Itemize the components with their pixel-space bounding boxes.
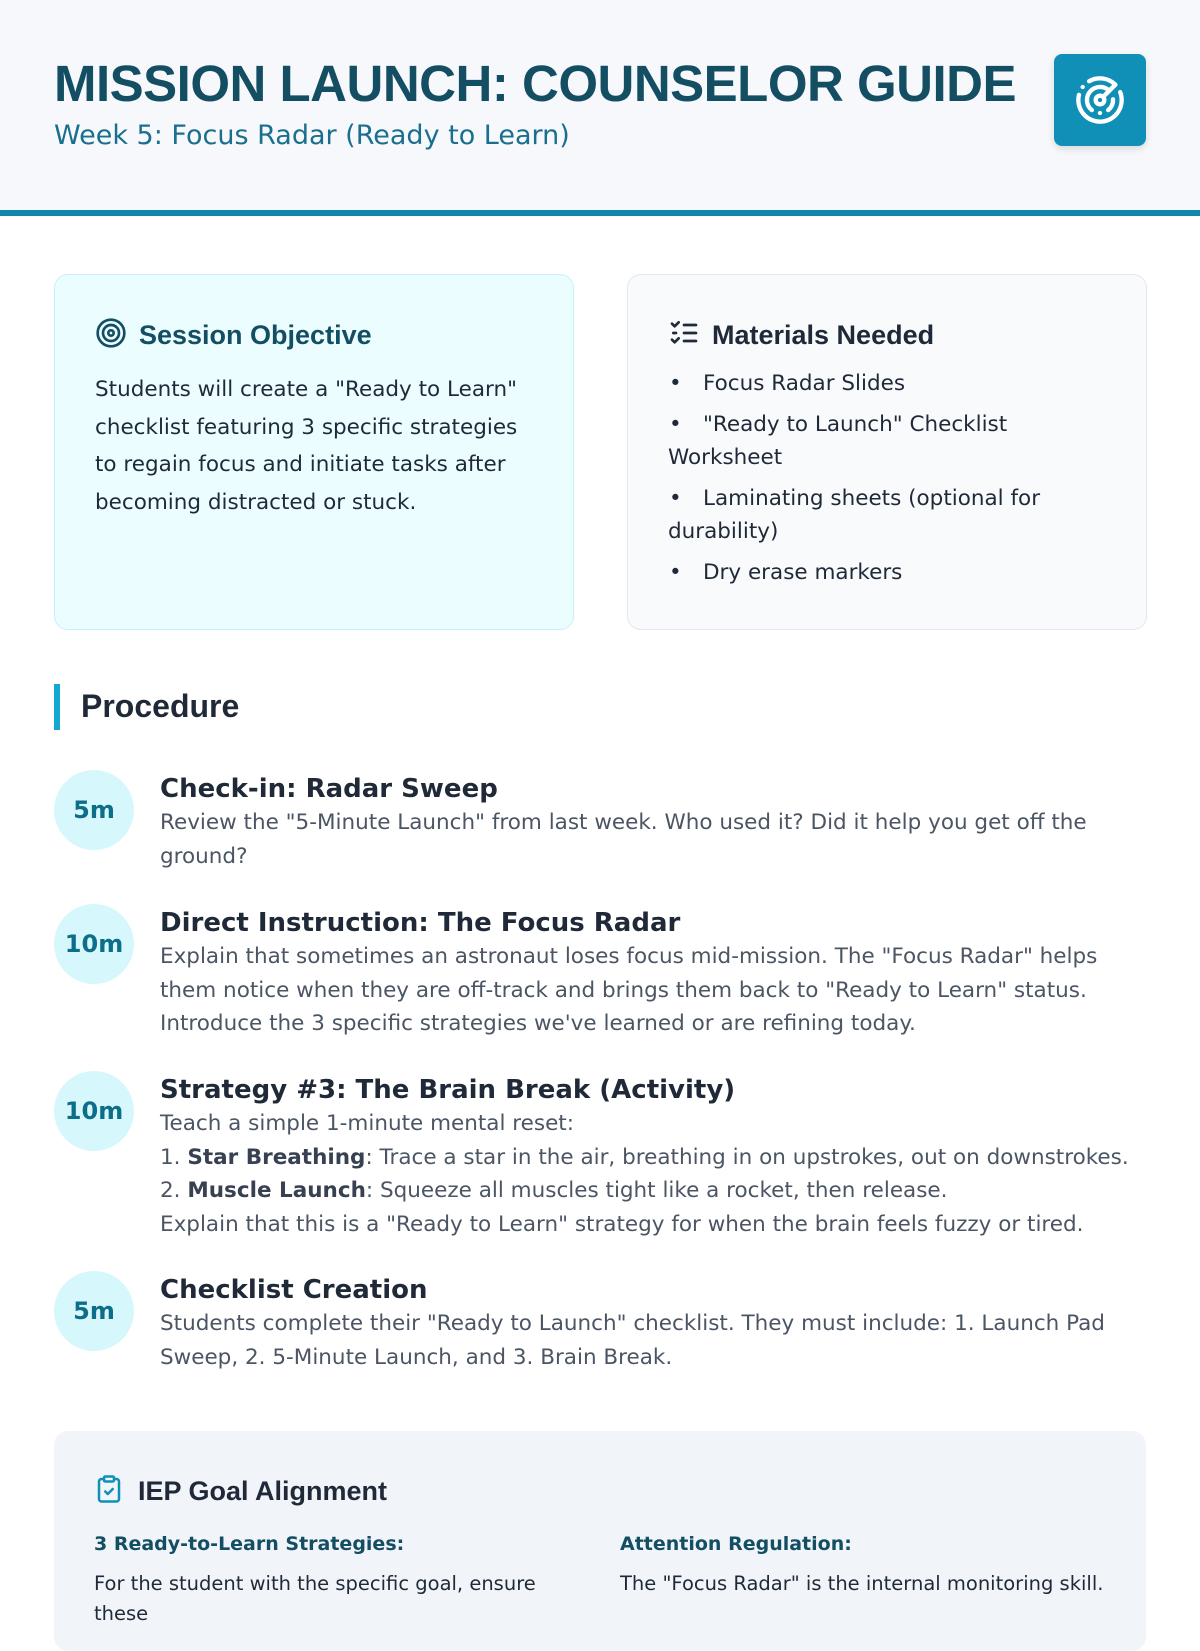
iep-subheading: 3 Ready-to-Learn Strategies:	[94, 1533, 405, 1555]
strategy-item	[160, 1141, 1160, 1175]
checklist-icon	[668, 317, 712, 353]
session-objective-title: Session Objective	[139, 319, 372, 350]
time-badge: 5m	[54, 1271, 134, 1351]
list-item: • Dry erase markers	[668, 556, 1118, 589]
step-title: Checklist Creation	[160, 1275, 428, 1305]
page-header	[0, 0, 1200, 216]
time-badge: 10m	[54, 1071, 134, 1151]
session-objective-text: Students will create a "Ready to Learn" checklist featuring 3 specific strategies to regain focus and initiate tasks after becoming distracted or stuck.	[95, 377, 518, 515]
time-badge: 10m	[54, 904, 134, 984]
page-subtitle: Week 5: Focus Radar (Ready to Learn)	[54, 120, 570, 151]
step-text: Explain that sometimes an astronaut loses focus mid-mission. The "Focus Radar" helps them notice when they are off-track and brings them back to "Ready to Learn" status. Introduce the 3 specific strategies we've learned or are refining today.	[160, 944, 1098, 1036]
materials-title: Materials Needed	[712, 319, 935, 350]
strategy-description: : Trace a star in the air, breathing in on upstrokes, out on downstrokes.	[365, 1144, 1129, 1170]
radar-icon	[1054, 54, 1146, 146]
strategy-name: Muscle Launch	[187, 1178, 366, 1203]
target-icon	[95, 317, 139, 353]
iep-column-attention	[620, 1531, 1110, 1599]
strategy-item	[160, 1174, 1160, 1208]
page-title: MISSION LAUNCH: COUNSELOR GUIDE	[54, 55, 1017, 112]
step-title: Direct Instruction: The Focus Radar	[160, 908, 681, 938]
list-item: • "Ready to Launch" Checklist Worksheet	[668, 408, 1118, 474]
iep-text: For the student with the specific goal, ensure these	[94, 1572, 536, 1625]
step-text: Students complete their "Ready to Launch" checklist. They must include: 1. Launch Pad Sweep, 2. 5-Minute Launch, and 3. Brain Break.	[160, 1311, 1105, 1370]
strategy-number: 1.	[160, 1144, 181, 1170]
step-text	[160, 1107, 1160, 1241]
list-item: • Laminating sheets (optional for durability)	[668, 482, 1118, 548]
iep-header	[94, 1473, 387, 1509]
iep-column-strategies	[94, 1531, 584, 1629]
step-title: Check-in: Radar Sweep	[160, 774, 498, 804]
strategy-description: : Squeeze all muscles tight like a rocket, then release.	[365, 1178, 948, 1203]
session-objective-card	[54, 274, 574, 630]
iep-goal-card	[54, 1431, 1146, 1651]
time-badge: 5m	[54, 770, 134, 850]
step-text: Review the "5-Minute Launch" from last week. Who used it? Did it help you get off the ground?	[160, 810, 1087, 869]
materials-header	[668, 317, 934, 353]
materials-list	[668, 367, 1118, 597]
clipboard-check-icon	[94, 1473, 138, 1509]
iep-text: The "Focus Radar" is the internal monitoring skill.	[620, 1572, 1104, 1595]
iep-title: IEP Goal Alignment	[138, 1475, 388, 1506]
materials-card	[627, 274, 1147, 630]
iep-subheading: Attention Regulation:	[620, 1533, 852, 1555]
session-objective-header	[95, 317, 372, 353]
strategy-name: Star Breathing	[187, 1144, 366, 1170]
step-outro: Explain that this is a "Ready to Learn" strategy for when the brain feels fuzzy or tired.	[160, 1211, 1084, 1237]
step-title: Strategy #3: The Brain Break (Activity)	[160, 1075, 736, 1105]
procedure-accent-bar	[54, 684, 60, 730]
step-intro: Teach a simple 1-minute mental reset:	[160, 1111, 574, 1136]
list-item: • Focus Radar Slides	[668, 367, 1118, 400]
procedure-title: Procedure	[81, 688, 240, 724]
strategy-number: 2.	[160, 1178, 181, 1203]
